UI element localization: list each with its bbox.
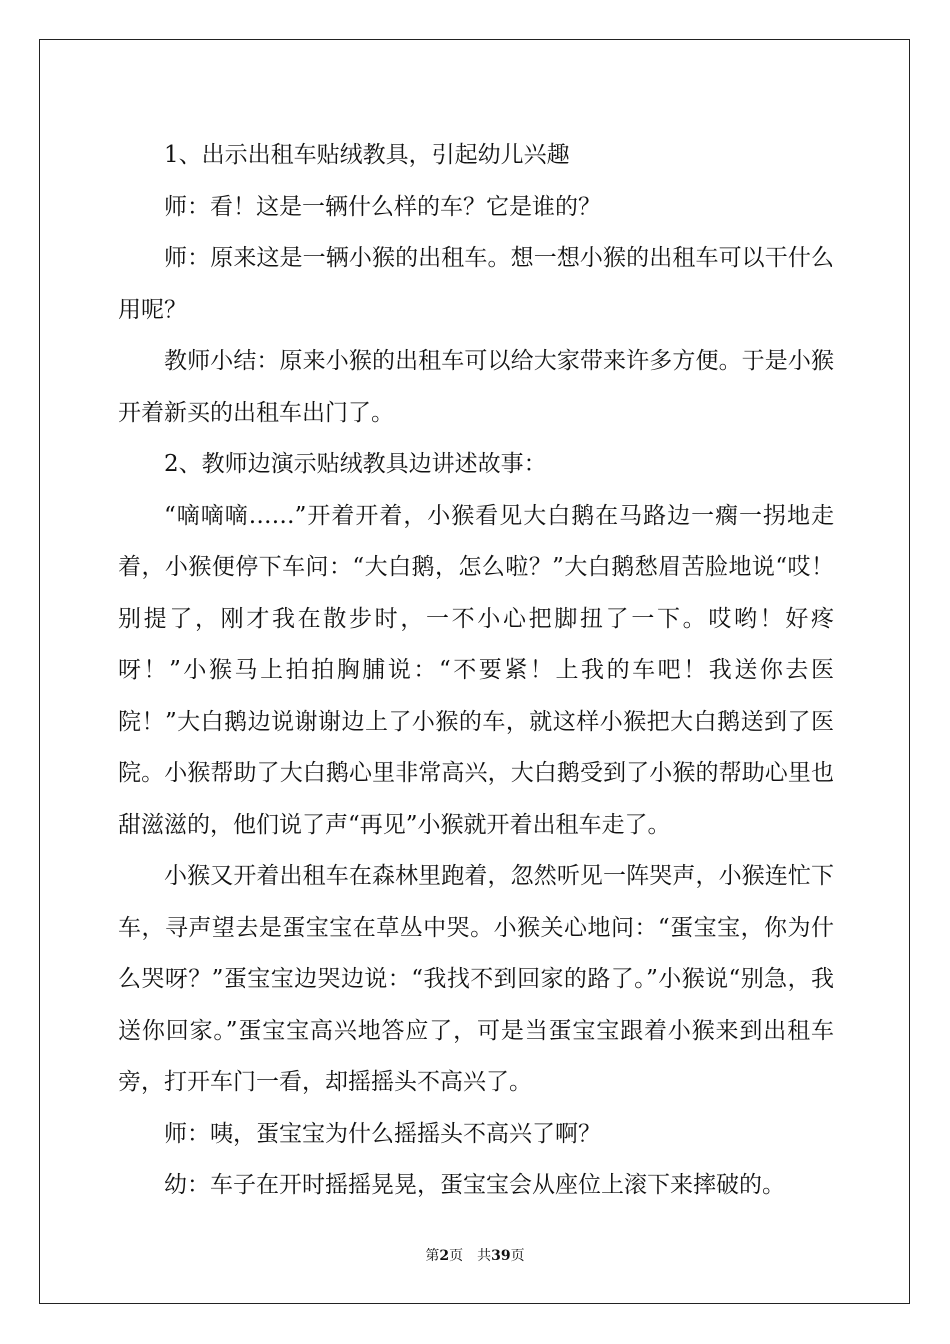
paragraph: 小猴又开着出租车在森林里跑着，忽然听见一阵哭声，小猴连忙下车，寻声望去是蛋宝宝在草丛中哭。小猴关心地问：“蛋宝宝，你为什么哭呀？”蛋宝宝边哭边说：“我找不到回家的路了。”小猴说“别急，我送你回家。”蛋宝宝高兴地答应了，可是当蛋宝宝跟着小猴来到出租车旁，打开车门一看，却摇摇头不高兴了。 xyxy=(118,863,834,1095)
paragraph: 师：原来这是一辆小猴的出租车。想一想小猴的出租车可以干什么用呢？ xyxy=(118,245,834,323)
paragraph: “嘀嘀嘀……”开着开着，小猴看见大白鹅在马路边一瘸一拐地走着，小猴便停下车问：“大白鹅，怎么啦？”大白鹅愁眉苦脸地说“哎！别提了，刚才我在散步时，一不小心把脚扭了一下。哎哟！好疼呀！”小猴马上拍拍胸脯说：“不要紧！上我的车吧！我送你去医院！”大白鹅边说谢谢边上了小猴的车，就这样小猴把大白鹅送到了医院。小猴帮助了大白鹅心里非常高兴，大白鹅受到了小猴的帮助心里也甜滋滋的，他们说了声“再见”小猴就开着出租车走了。 xyxy=(118,502,834,838)
paragraph: 1、出示出租车贴绒教具，引起幼儿兴趣 xyxy=(164,142,570,168)
total-pages: 39 xyxy=(491,1248,511,1264)
page-suffix: 页 xyxy=(449,1248,464,1264)
total-prefix: 共 xyxy=(477,1248,492,1264)
document-body xyxy=(118,130,834,1212)
page-number: 2 xyxy=(439,1248,450,1264)
paragraph: 幼：车子在开时摇摇晃晃，蛋宝宝会从座位上滚下来摔破的。 xyxy=(164,1172,785,1198)
paragraph: 2、教师边演示贴绒教具边讲述故事： xyxy=(164,451,547,477)
page-footer xyxy=(0,1245,950,1265)
paragraph: 教师小结：原来小猴的出租车可以给大家带来许多方便。于是小猴开着新买的出租车出门了。 xyxy=(118,348,834,426)
paragraph: 师：看！这是一辆什么样的车？它是谁的？ xyxy=(164,193,601,220)
paragraph: 师：咦，蛋宝宝为什么摇摇头不高兴了啊？ xyxy=(164,1120,601,1147)
page-prefix: 第 xyxy=(425,1248,440,1264)
total-suffix: 页 xyxy=(510,1248,525,1264)
